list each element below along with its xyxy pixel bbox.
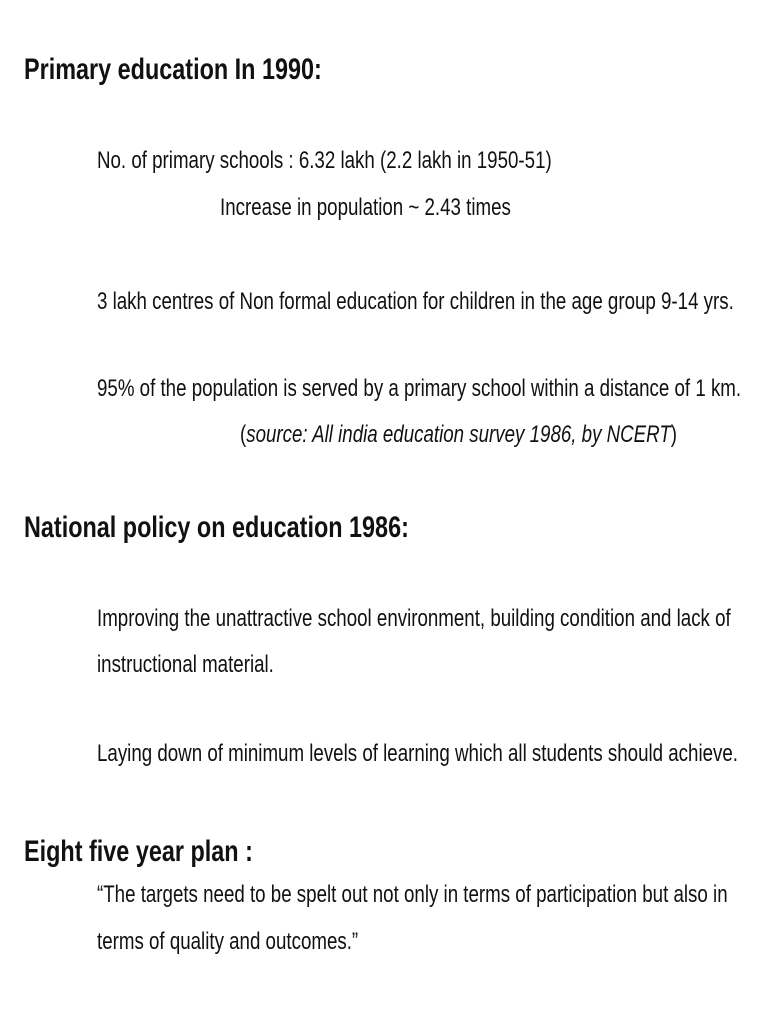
primary-schools-count: No. of primary schools : 6.32 lakh (2.2 lakh in 1950-51) bbox=[97, 147, 552, 174]
policy-item-environment-cont: instructional material. bbox=[97, 651, 274, 678]
non-formal-education-centres: 3 lakh centres of Non formal education for children in the age group 9-14 yrs. bbox=[97, 288, 734, 315]
plan-quote-line-1: “The targets need to be spelt out not only in terms of participation but also in bbox=[97, 881, 728, 908]
section-heading-five-year-plan: Eight five year plan : bbox=[24, 835, 253, 868]
section-heading-primary-education: Primary education In 1990: bbox=[24, 53, 322, 86]
policy-item-environment: Improving the unattractive school environment, building condition and lack of bbox=[97, 605, 731, 632]
policy-item-learning-levels: Laying down of minimum levels of learning which all students should achieve. bbox=[97, 740, 738, 767]
source-citation: (source: All india education survey 1986, by NCERT) bbox=[240, 421, 678, 448]
plan-quote-line-2: terms of quality and outcomes.” bbox=[97, 928, 359, 955]
section-heading-national-policy: National policy on education 1986: bbox=[24, 511, 409, 544]
population-increase: Increase in population ~ 2.43 times bbox=[220, 194, 511, 221]
population-served-statement: 95% of the population is served by a primary school within a distance of 1 km. bbox=[97, 375, 742, 402]
